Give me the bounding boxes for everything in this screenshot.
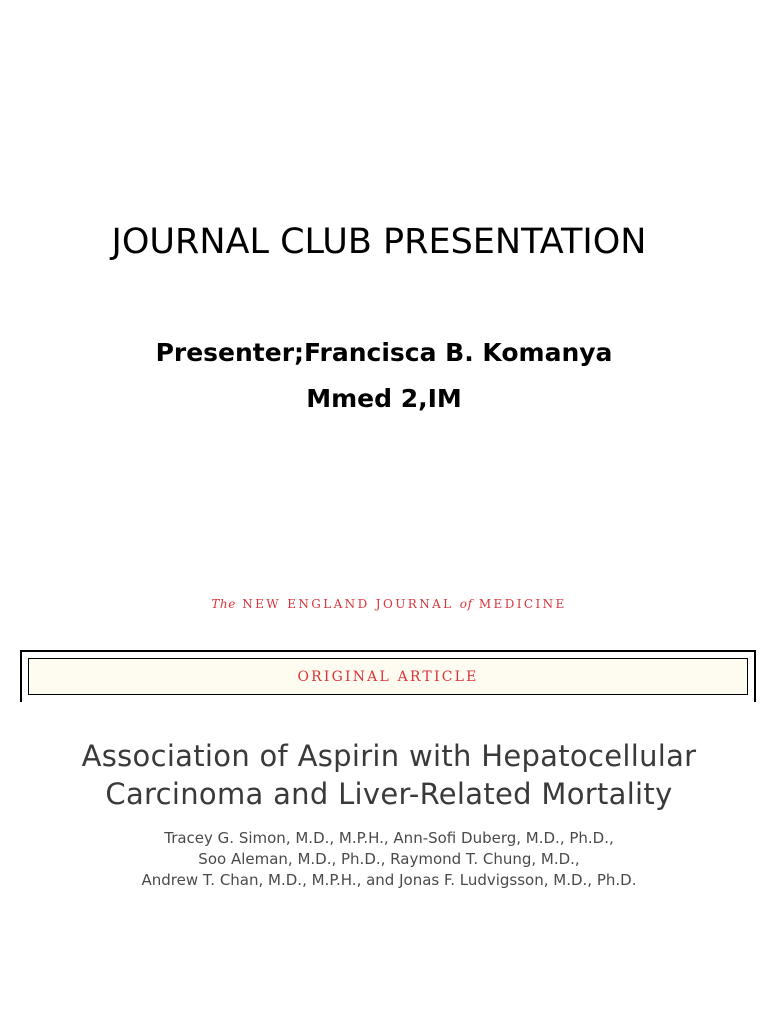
presenter-name: Presenter;Francisca B. Komanya — [155, 338, 613, 367]
journal-prefix: The — [211, 597, 236, 611]
journal-name-part2: MEDICINE — [478, 597, 567, 611]
article-title — [0, 737, 768, 813]
journal-masthead — [0, 597, 768, 611]
author-line-1: Tracey G. Simon, M.D., M.P.H., Ann-Sofi Duberg, M.D., Ph.D., — [164, 829, 614, 847]
slide-title: JOURNAL CLUB PRESENTATION — [111, 222, 647, 262]
article-frame — [20, 650, 756, 702]
journal-connector: of — [459, 597, 473, 611]
author-line-2: Soo Aleman, M.D., Ph.D., Raymond T. Chung, M.D., — [198, 850, 580, 868]
original-article-banner — [28, 658, 748, 695]
original-article-label: ORIGINAL ARTICLE — [297, 668, 479, 685]
presenter-program: Mmed 2,IM — [306, 384, 462, 413]
article-title-line-2: Carcinoma and Liver-Related Mortality — [105, 777, 673, 811]
article-title-line-1: Association of Aspirin with Hepatocellular — [81, 739, 697, 773]
author-line-3: Andrew T. Chan, M.D., M.P.H., and Jonas F. Ludvigsson, M.D., Ph.D. — [141, 871, 637, 889]
journal-name-part1: NEW ENGLAND JOURNAL — [242, 597, 454, 611]
article-authors — [0, 828, 768, 891]
